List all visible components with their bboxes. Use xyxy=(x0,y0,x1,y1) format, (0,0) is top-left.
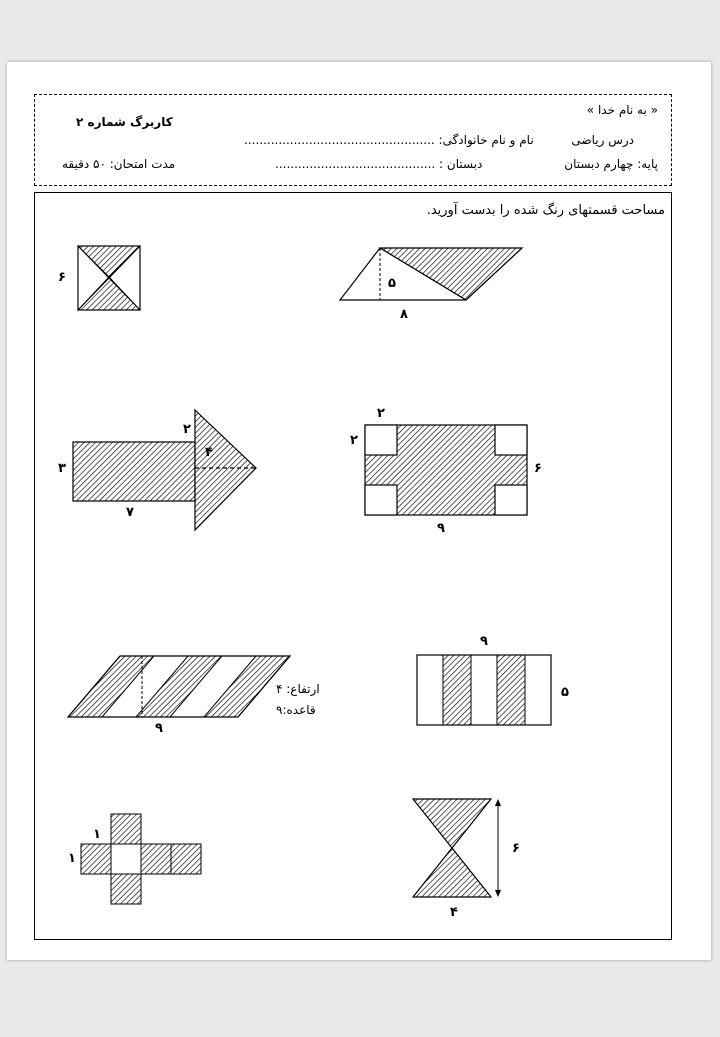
parallelogram-height-label: ۵ xyxy=(388,276,396,291)
parallelogram-triangle-figure xyxy=(340,248,522,300)
striped-para-height-label: ارتفاع: ۴ xyxy=(276,682,320,696)
hourglass-figure xyxy=(413,799,501,897)
striped-rect-height-label: ۵ xyxy=(561,685,569,700)
bismillah-text: « به نام خدا » xyxy=(586,103,658,117)
plus-rectangle-figure xyxy=(365,425,527,515)
grade-label: پایه: چهارم دبستان xyxy=(564,157,658,171)
plus-rect-height-label: ۶ xyxy=(534,461,542,476)
arrow-figure xyxy=(73,410,256,530)
instruction-text: مساحت قسمتهای رنگ شده را بدست آورید. xyxy=(426,203,665,218)
arrow-triangle-top-label: ۲ xyxy=(183,422,191,437)
parallelogram-base-label: ۸ xyxy=(400,307,408,322)
striped-parallelogram-figure xyxy=(68,656,290,717)
name-field[interactable]: نام و نام خانوادگی: .................................................. xyxy=(244,133,534,147)
square-x-figure xyxy=(78,246,140,310)
arrow-rect-height-label: ۳ xyxy=(58,461,66,476)
plus-rect-width-label: ۹ xyxy=(437,521,445,536)
cross-left-label: ۱ xyxy=(68,851,76,866)
hourglass-height-label: ۶ xyxy=(512,841,520,856)
corner-left-label: ۲ xyxy=(350,433,358,448)
arrow-rect-length-label: ۷ xyxy=(126,505,134,520)
striped-para-base-label: ۹ xyxy=(155,721,163,736)
striped-rect-width-label: ۹ xyxy=(480,634,488,649)
exam-duration: مدت امتحان: ۵۰ دقیقه xyxy=(62,157,176,171)
striped-rectangle-figure xyxy=(417,655,551,725)
subject-label: درس ریاضی xyxy=(571,133,634,147)
arrow-triangle-height-label: ۴ xyxy=(205,445,213,460)
striped-para-base-text: قاعده:۹ xyxy=(276,703,316,717)
school-field[interactable]: دبستان : .......................................... xyxy=(275,157,483,171)
hourglass-base-label: ۴ xyxy=(450,905,458,920)
square-side-label: ۶ xyxy=(58,270,66,285)
corner-top-label: ۲ xyxy=(377,406,385,421)
cross-top-label: ۱ xyxy=(93,827,101,842)
worksheet-title: کاربرگ شماره ۲ xyxy=(76,115,173,129)
